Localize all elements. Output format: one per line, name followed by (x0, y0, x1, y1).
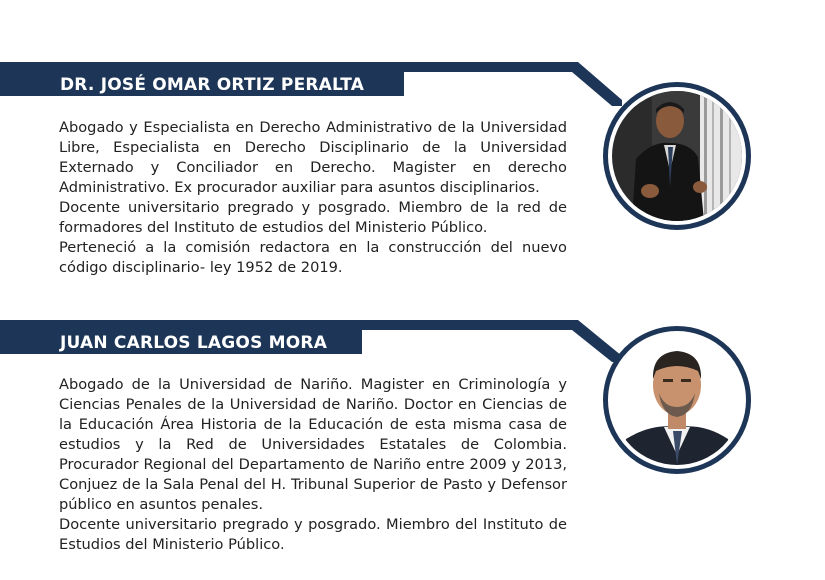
bio-paragraph: Docente universitario pregrado y posgrado. Miembro del Instituto de Estudios del Ministerio Público. (59, 516, 567, 553)
profile-bio (59, 118, 567, 278)
profile-bio (59, 375, 567, 555)
profile-name: JUAN CARLOS LAGOS MORA (60, 333, 328, 353)
profile-photo-ortiz (603, 82, 751, 230)
profile-name: DR. JOSÉ OMAR ORTIZ PERALTA (60, 75, 365, 95)
bio-paragraph: Perteneció a la comisión redactora en la construcción del nuevo código disciplinario- ley 1952 de 2019. (59, 239, 567, 276)
portrait-image (612, 91, 742, 221)
profile-card-lagos (0, 258, 825, 580)
bio-paragraph: Docente universitario pregrado y posgrado. Miembro de la red de formadores del Instituto de estudios del Ministerio Público. (59, 199, 567, 236)
bio-paragraph: Abogado de la Universidad de Nariño. Magister en Criminología y Ciencias Penales de la Universidad de Nariño. Doctor en Ciencias de la Educación Área Historia de la Educación de esta misma casa de estudios y la Red de Universidades Estatales de Colombia. Procurador Regional del Departamento de Nariño entre 2009 y 2013, Conjuez de la Sala Penal del H. Tribunal Superior de Pasto y Defensor público en asuntos penales. (59, 376, 567, 513)
bio-paragraph: Abogado y Especialista en Derecho Administrativo de la Universidad Libre, Especialista en Derecho Disciplinario de la Universidad Externado y Conciliador en Derecho. Magister en derecho Administrativo. Ex procurador auxiliar para asuntos disciplinarios. (59, 119, 567, 196)
profile-photo-lagos (603, 326, 751, 474)
portrait-image (612, 335, 742, 465)
